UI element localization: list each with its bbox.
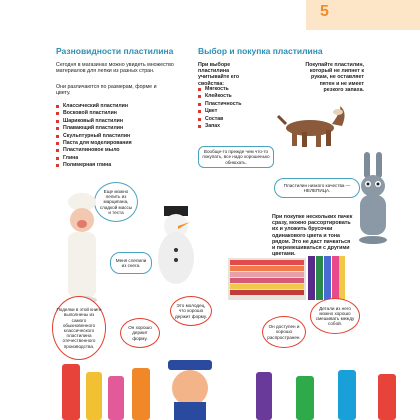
bubble-details: Детали из него можно хорошо смешивать между собой. — [310, 298, 360, 334]
bubble-low-quality: Пластилин низкого качества — НЕЛЕПИЦА. — [274, 178, 360, 198]
left-title: Разновидности пластилина — [56, 46, 174, 56]
advice-text: Покупайте пластилин, который не липнет к рукам, не оставляет пятен и не имеет резкого запаха. — [305, 62, 364, 93]
snowman-figure-image — [152, 206, 202, 288]
purchase-text: При покупке нескольких пачек сразу, можно рассортировать их и уложить брусочки одинакового цвета и тона рядом. Это не даст пачкаться и перемешиваться с другими цветами. — [272, 214, 353, 258]
list-item: Мягкость — [198, 86, 241, 93]
left-intro: Сегодня в магазинах можно увидеть множество материалов для лепки из разных стран. — [56, 62, 174, 75]
bubble-marzipan: Еще можно лепить из марципана, сладкой массы и теста — [94, 182, 138, 222]
bubble-old-buy: Вообще-то прежде чем что-то покупать, все надо хорошенько обнюхать. — [198, 146, 274, 168]
bubble-crafts: Поделки в этой книге выполнены из самого обыкновенного классического пластилина отечественного производства. — [52, 296, 106, 360]
list-item: Восковой пластилин — [56, 110, 132, 117]
left-sub: Они различаются по размерам, форме и цвету. — [56, 84, 157, 97]
plasticine-box-image — [228, 254, 346, 304]
dog-figure-image — [272, 102, 352, 150]
list-item: Шариковый пластилин — [56, 118, 132, 125]
page-number: 5 — [320, 3, 329, 20]
plasticine-sticks-figures-image — [56, 358, 412, 420]
list-item: Состав — [198, 116, 241, 123]
list-item: Клейкость — [198, 93, 241, 100]
bubble-good: Это молодец, что хорошо держит форму. — [170, 296, 212, 326]
page-number-tab — [306, 0, 420, 30]
bubble-cheap: Он доступен и хорошо распространен. — [262, 316, 306, 348]
list-item: Паста для моделирования — [56, 140, 132, 147]
list-item: Полимерная глина — [56, 162, 132, 169]
list-item: Пластилиновое мыло — [56, 147, 132, 154]
plasticine-types-list — [56, 103, 132, 170]
list-item: Классический пластилин — [56, 103, 132, 110]
properties-list — [198, 86, 241, 130]
bubble-snow: Меня слепили из снега. — [110, 252, 152, 274]
bubble-holds-shape: Он хорошо держит форму. — [120, 318, 160, 348]
list-item: Плавающий пластилин — [56, 125, 132, 132]
list-item: Пластичность — [198, 101, 241, 108]
list-item: Цвет — [198, 108, 241, 115]
list-item: Запах — [198, 123, 241, 130]
rabbit-figure-image — [352, 150, 398, 246]
list-item: Скульптурный пластилин — [56, 133, 132, 140]
list-item: Глина — [56, 155, 132, 162]
right-intro: При выборе пластилина учитывайте его свойства: — [198, 62, 240, 87]
right-title: Выбор и покупка пластилина — [198, 46, 323, 56]
chef-figure-image — [62, 192, 102, 304]
